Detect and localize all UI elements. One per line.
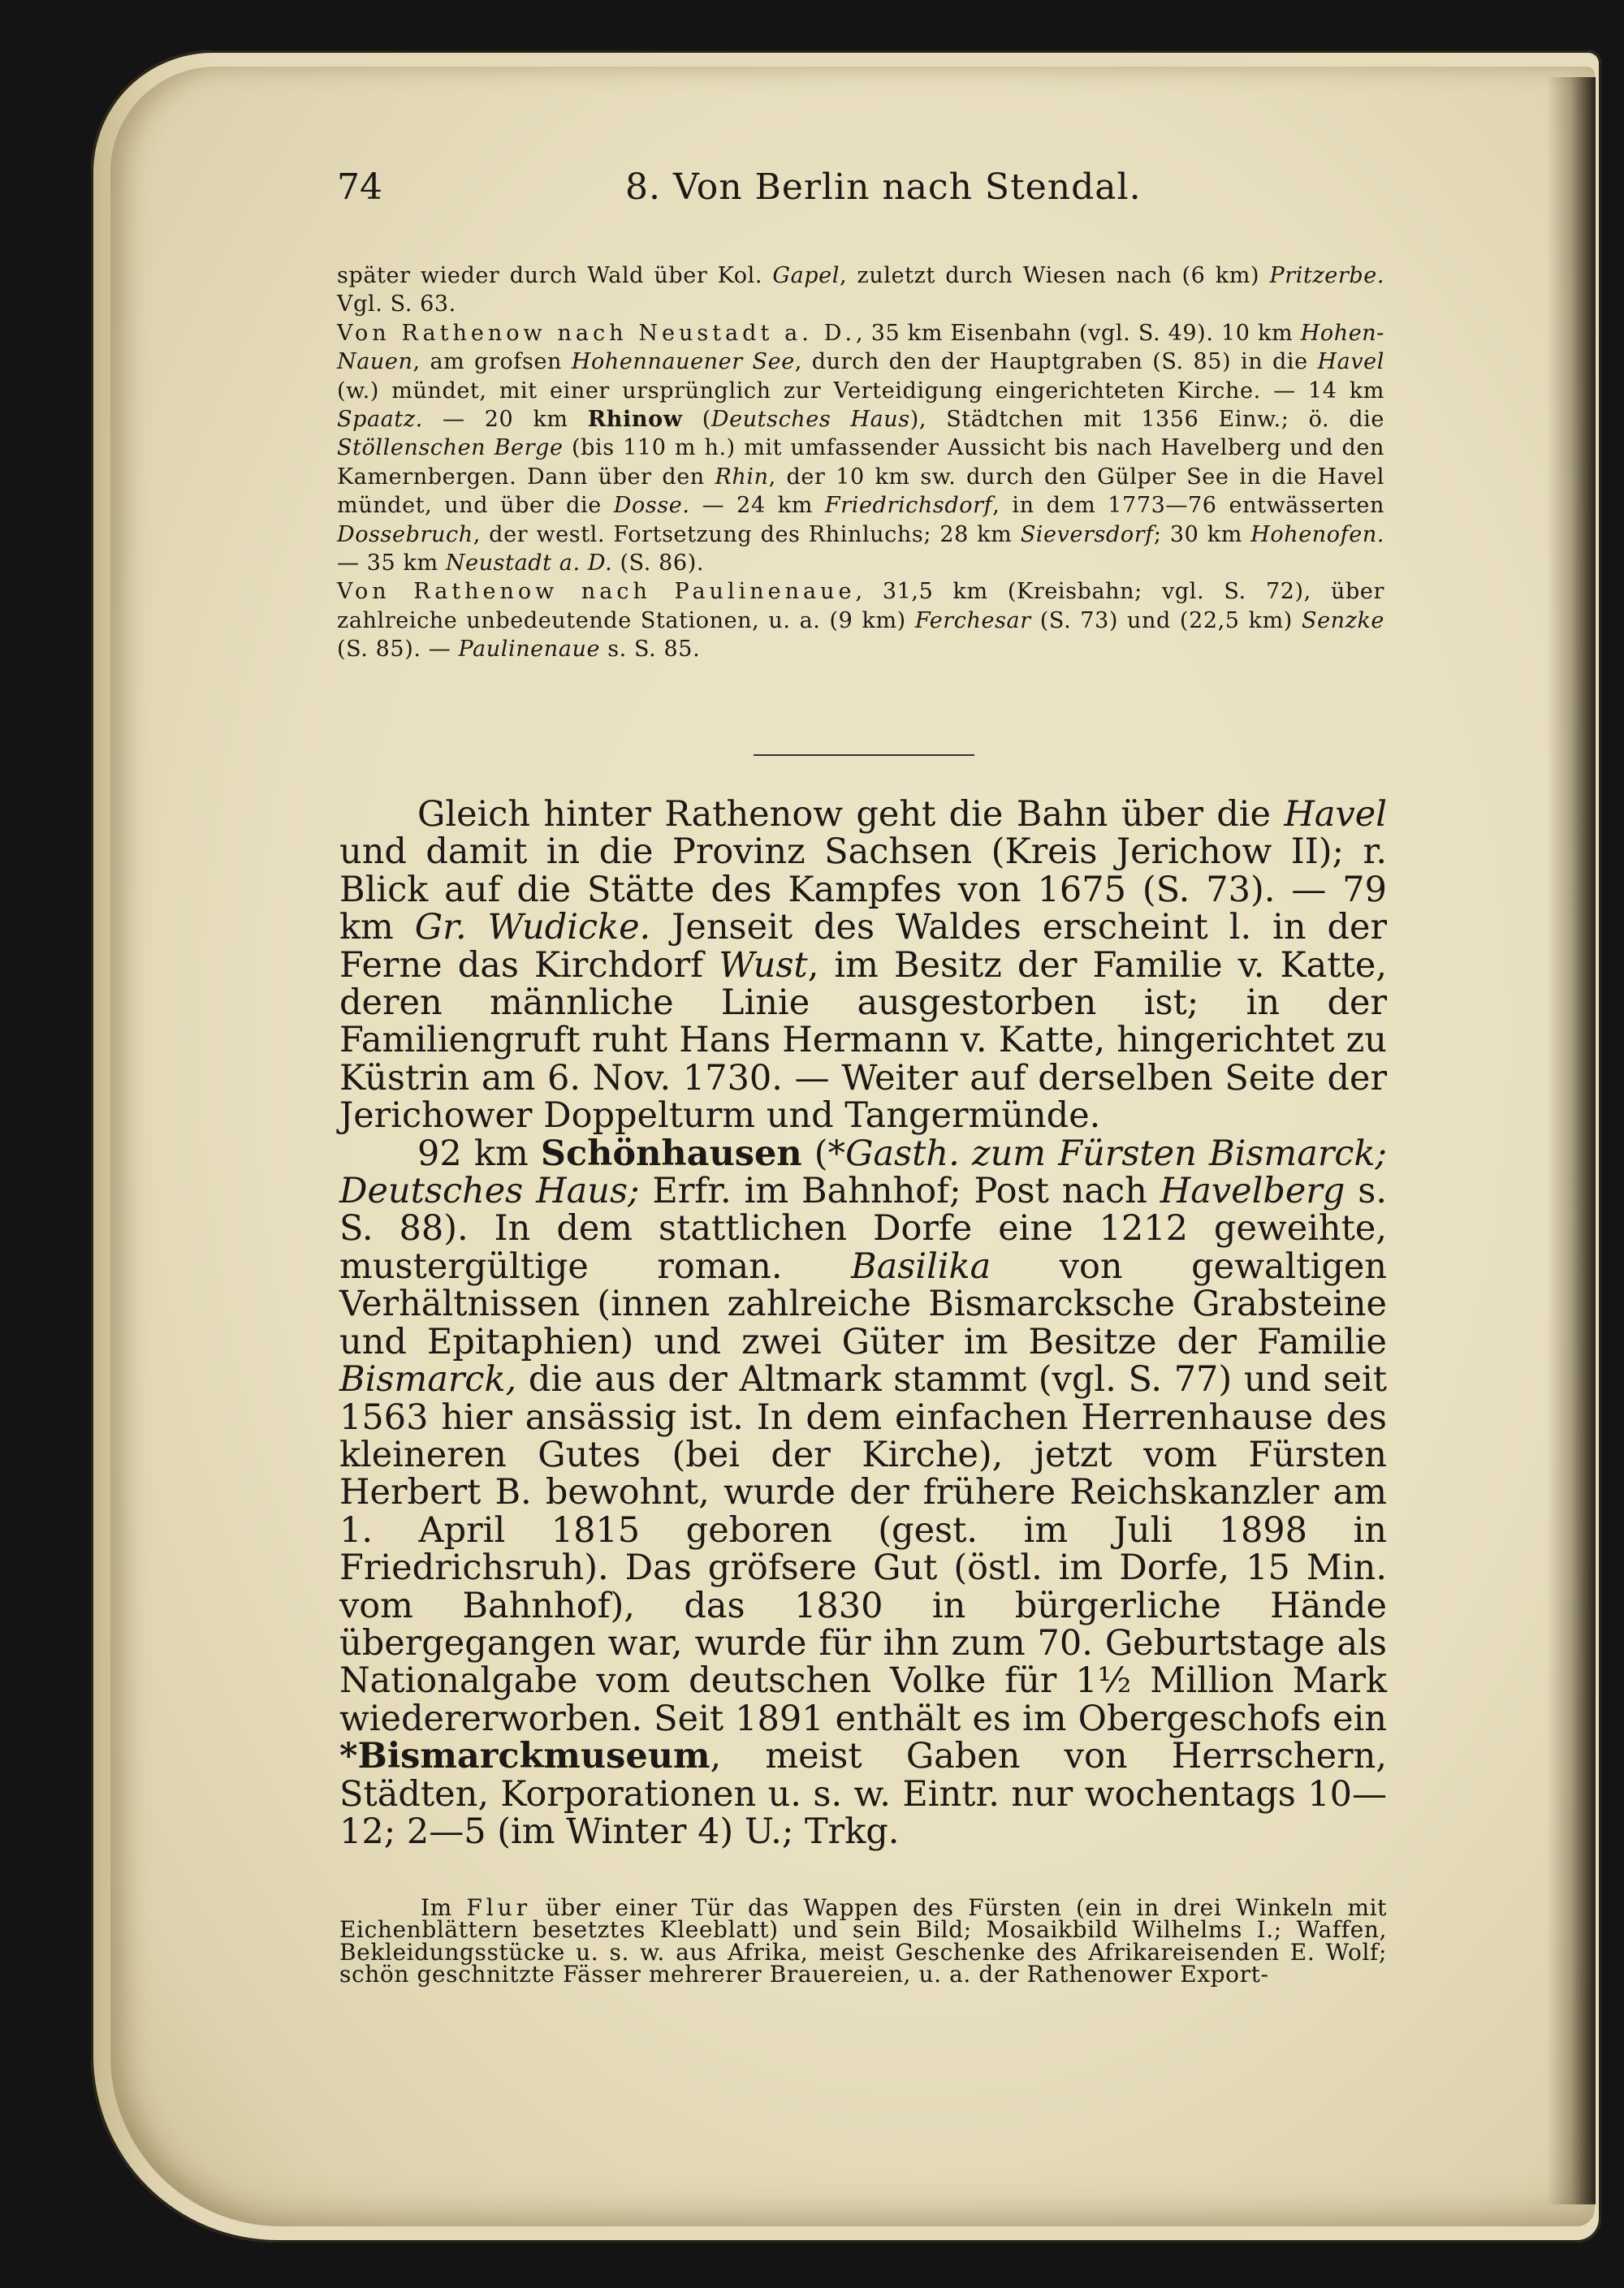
main-text-section — [339, 796, 1387, 1850]
text-run: Dosse. — [613, 493, 690, 519]
text-run: Hohen-Nauen — [337, 320, 1384, 375]
text-run: Ferchesar — [914, 607, 1031, 633]
text-run: ), Städtchen mit 1356 Einw.; ö. die — [909, 407, 1384, 433]
text-run: , durch den der Hauptgraben (S. 85) in die — [794, 349, 1318, 375]
text-run: Havel — [1284, 794, 1387, 835]
text-run: — 20 km — [422, 407, 588, 433]
text-run: Gleich hinter Rathenow geht die Bahn über die — [417, 794, 1285, 835]
text-run: 92 km — [417, 1133, 541, 1174]
text-run: Spaatz. — [337, 407, 423, 433]
text-run: , am grofsen — [412, 349, 572, 375]
text-run: Erfr. im Bahnhof; Post nach — [639, 1171, 1160, 1212]
text-run: Hohenofen. — [1250, 521, 1384, 547]
footnote-paragraph-1 — [339, 1894, 1388, 1988]
text-run: Friedrichsdorf — [824, 493, 993, 519]
text-run: die aus der Altmark stammt (vgl. S. 77) und seit 1563 hier ansässig ist. In dem einfachen Herrenhause des kleineren Gutes (bei der Kirche), jetzt vom Fürsten Herbert B. bewohnt, wurde der frühere Reichskanzler am 1. April 1815 geboren (gest. im Juli 1898 in Friedrichsruh). Das gröfsere Gut (östl. im Dorfe, 15 Min. vom Bahnhof), das 1830 in bürgerliche Hände übergegangen war, wurde für ihn zum 70. Geburtstage als Nationalgabe vom deutschen Volke für 1½ Million Mark wiedererworben. Seit 1891 enthält es im Obergeschofs ein — [339, 1359, 1387, 1739]
text-run: Stöllenschen Berge — [337, 435, 564, 461]
text-run: s. S. 88). In dem stattlichen Dorfe eine 1212 geweihte, mustergültige roman. — [339, 1171, 1387, 1287]
text-run: Rhin — [715, 464, 769, 490]
text-run: Rhinow — [587, 407, 683, 433]
text-run: ( — [682, 407, 711, 433]
text-run: später wieder durch Wald über Kol. — [337, 263, 773, 288]
text-run: s. S. 85. — [600, 637, 701, 663]
text-run: (S. 85). — — [337, 637, 459, 663]
text-run: und damit in die Provinz Sachsen (Kreis Jerichow II); r. Blick auf die Stätte des Kampfes von 1675 (S. 73). — 79 km — [339, 831, 1387, 948]
page-header — [337, 166, 1425, 223]
text-run: (bis 110 m h.) mit umfassender Aussicht bis nach Havelberg und den Kamernbergen. Dann über den — [337, 435, 1384, 490]
text-run: — 24 km — [689, 493, 825, 519]
text-run: Jenseit des Waldes erscheint l. in der Ferne das Kirchdorf — [339, 907, 1388, 986]
text-run: von gewaltigen Verhältnissen (innen zahlreiche Bismarcksche Grabsteine und Epitaphien) und zwei Güter im Besitze der Familie — [339, 1245, 1387, 1362]
text-run: Sieversdorf — [1020, 521, 1154, 547]
text-run: Im — [421, 1894, 467, 1921]
small-paragraph-3 — [337, 577, 1384, 663]
text-run: (S. 86). — [612, 550, 705, 576]
text-run: , 31,5 km (Kreisbahn; vgl. S. 72), über zahlreiche unbedeutende Stationen, u. a. (9 km) — [337, 579, 1384, 633]
main-paragraph-2 — [339, 1135, 1387, 1851]
text-run: Von Rathenow nach Neustadt a. D. — [337, 320, 857, 346]
section-divider-rule — [754, 754, 974, 756]
small-print-section — [337, 261, 1384, 664]
text-run: — 35 km — [337, 550, 446, 576]
text-run: , im Besitz der Familie v. Katte, deren männliche Linie ausgestorben ist; in der Familiengruft ruht Hans Hermann v. Katte, hingerichtet zu Küstrin am 6. Nov. 1730. — Weiter auf derselben Seite der Jerichower Doppelturm und Tangermünde. — [339, 944, 1387, 1137]
text-run: Neustadt a. D. — [445, 550, 613, 576]
text-run: Gr. Wudicke. — [414, 907, 651, 948]
text-run: *Bismarckmuseum — [339, 1736, 710, 1777]
text-run: Deutsches Haus — [710, 407, 910, 433]
text-run: (S. 73) und (22,5 km) — [1030, 607, 1302, 633]
text-run: Havelberg — [1160, 1171, 1345, 1212]
text-run: , der 10 km sw. durch den Gülper See in die Havel mündet, und über die — [337, 464, 1384, 519]
text-run: (* — [801, 1133, 846, 1174]
text-run: , 35 km Eisenbahn (vgl. S. 49). 10 km — [856, 320, 1301, 346]
text-run: Havel — [1317, 349, 1384, 375]
text-run: Flur — [466, 1894, 532, 1921]
text-run: Von Rathenow nach Paulinenaue — [337, 579, 856, 605]
text-run: Basilika — [851, 1245, 991, 1287]
main-paragraph-1 — [339, 796, 1387, 1135]
text-run: Gasth. zum Fürsten Bismarck; Deutsches Haus; — [339, 1133, 1388, 1212]
text-run: Bismarck, — [339, 1359, 517, 1401]
text-run: über einer Tür das Wappen des Fürsten (ein in drei Winkeln mit Eichenblättern besetztes Kleeblatt) und sein Bild; Mosaikbild Wilhelms I.; Waffen, Bekleidungsstücke u. s. w. aus Afrika, meist Geschenke des Afrikareisenden E. Wolf; schön geschnitzte Fässer mehrerer Brauereien, u. a. der Rathenower Export- — [339, 1894, 1388, 1988]
text-run: Senzke — [1301, 607, 1385, 633]
small-paragraph-2 — [337, 319, 1384, 578]
text-run: , der westl. Fortsetzung des Rhinluchs; 28 km — [473, 521, 1021, 547]
footnote-small-print — [339, 1894, 1388, 1988]
text-run: Gapel — [772, 263, 840, 288]
text-run: , meist Gaben von Herrschern, Städten, Korporationen u. s. w. Eintr. nur wochentags 10—12; 2—5 (im Winter 4) U.; Trkg. — [339, 1736, 1387, 1852]
text-run: (w.) mündet, mit einer ursprünglich zur Verteidigung eingerichteten Kirche. — 14 km — [337, 378, 1384, 404]
text-run: Schönhausen — [540, 1133, 802, 1174]
text-run: ; 30 km — [1153, 521, 1251, 547]
text-run: Hohennauener See — [571, 349, 795, 375]
text-run: , zuletzt durch Wiesen nach (6 km) — [840, 263, 1270, 288]
text-run: Wust — [719, 944, 808, 986]
book-gutter-shadow — [1547, 77, 1596, 2204]
small-paragraph-1 — [337, 261, 1384, 319]
text-run: , in dem 1773—76 entwässerten — [992, 493, 1384, 519]
running-title: 8. Von Berlin nach Stendal. — [625, 166, 1142, 208]
text-run: Paulinenaue — [458, 637, 601, 663]
text-run: Dossebruch — [337, 521, 473, 547]
text-run: Vgl. S. 63. — [337, 291, 456, 317]
page-number: 74 — [337, 166, 382, 208]
text-run: Pritzerbe. — [1269, 263, 1384, 288]
